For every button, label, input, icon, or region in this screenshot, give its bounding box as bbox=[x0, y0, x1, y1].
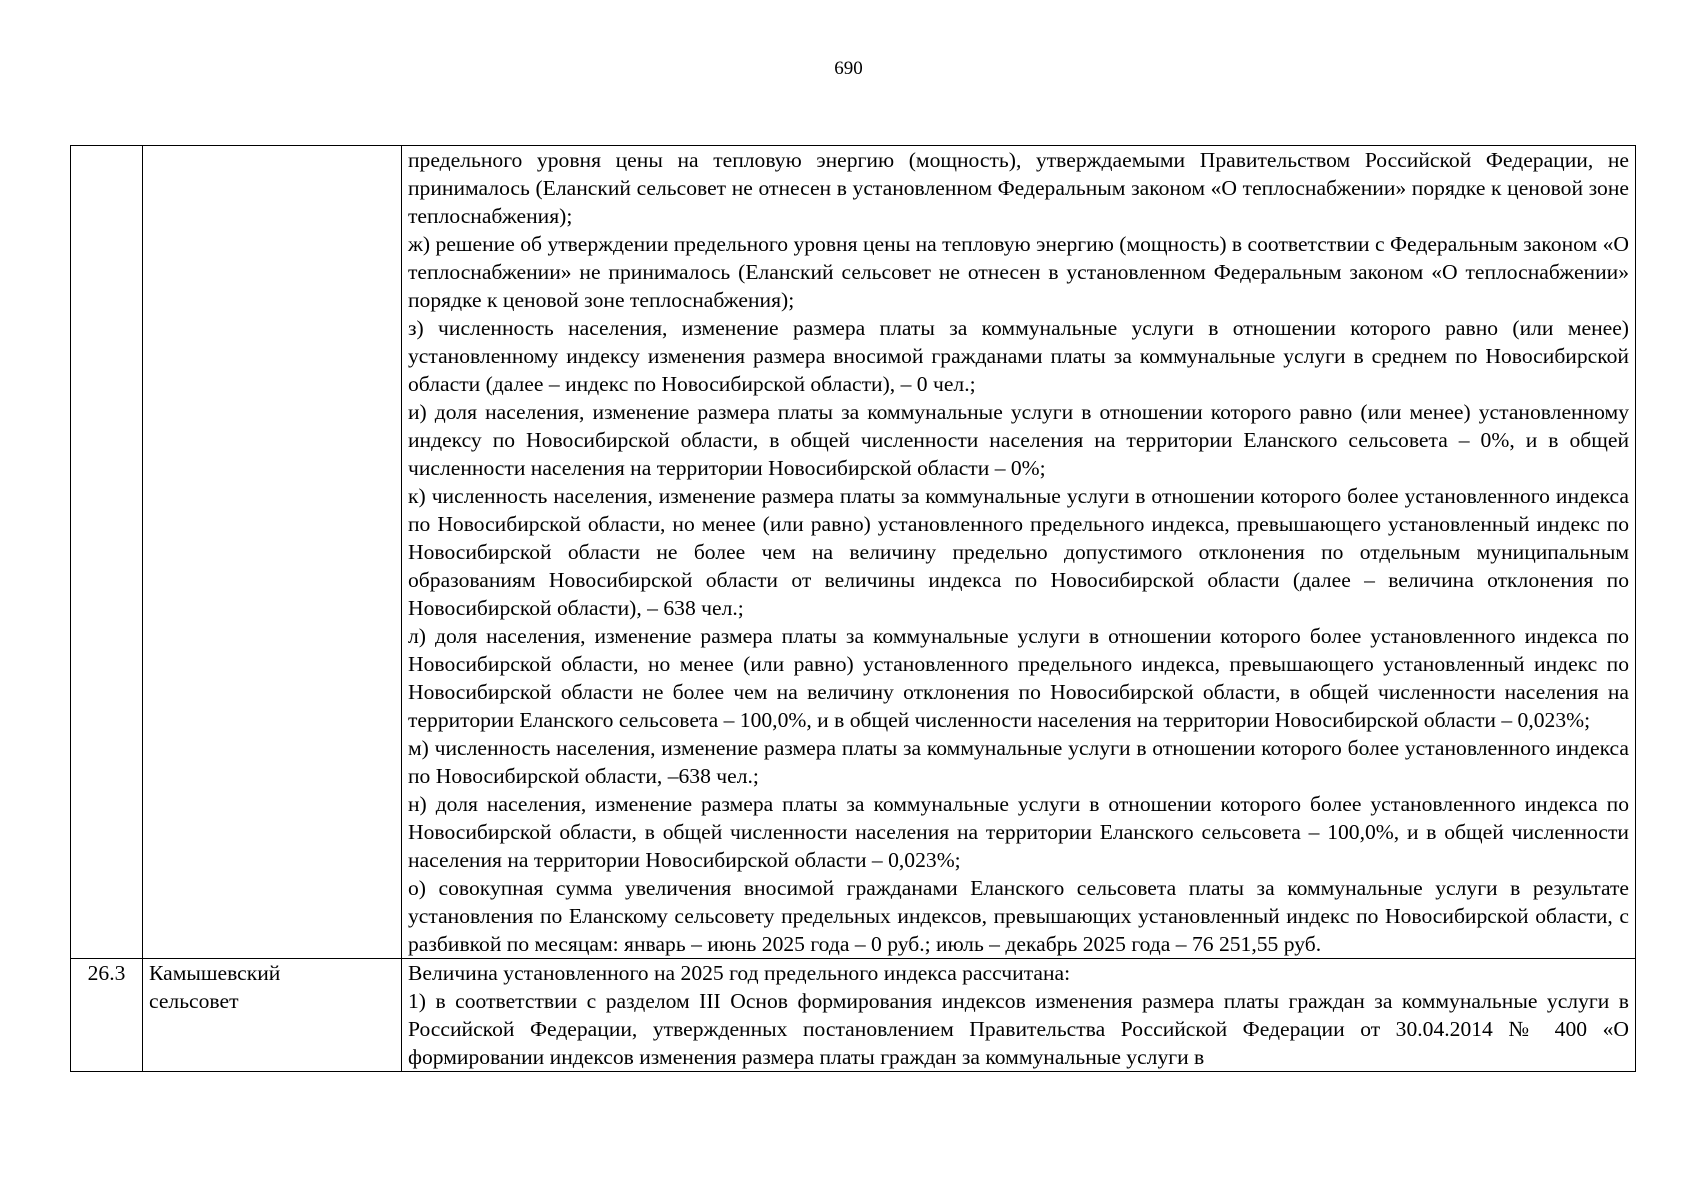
municipality-name-line: сельсовет bbox=[149, 989, 239, 1013]
municipality-name-cell bbox=[143, 959, 402, 1072]
paragraph: о) совокупная сумма увеличения вносимой гражданами Еланского сельсовета платы за коммунальные услуги в результате установления по Еланскому сельсовету предельных индексов, превышающих установленный индекс по Новосибирской области, с разбивкой по месяцам: январь – июнь 2025 года – 0 руб.; июль – декабрь 2025 года – 76 251,55 руб. bbox=[408, 876, 1629, 956]
row-number-cell bbox=[71, 146, 143, 959]
paragraph: Величина установленного на 2025 год предельного индекса рассчитана: bbox=[408, 961, 1071, 985]
paragraph: л) доля населения, изменение размера платы за коммунальные услуги в отношении которого более установленного индекса по Новосибирской области, но менее (или равно) установленного предельного индекса, превышающего установленный индекс по Новосибирской области не более чем на величину отклонения по Новосибирской области, в общей численности населения на территории Еланского сельсовета – 100,0%, и в общей численности населения на территории Новосибирской области – 0,023%; bbox=[408, 624, 1629, 732]
paragraph: предельного уровня цены на тепловую энергию (мощность), утверждаемыми Правительством Российской Федерации, не принималось (Еланский сельсовет не отнесен в установленном Федеральным законом «О теплоснабжении» порядке к ценовой зоне теплоснабжения); bbox=[408, 148, 1629, 228]
paragraph: 1) в соответствии с разделом III Основ формирования индексов изменения размера платы граждан за коммунальные услуги в Российской Федерации, утвержденных постановлением Правительства Российской Федерации от 30.04.2014 № 400 «О формировании индексов изменения размера платы граждан за коммунальные услуги в bbox=[408, 989, 1629, 1069]
page-number: 690 bbox=[834, 58, 863, 79]
row-number-cell: 26.3 bbox=[71, 959, 143, 1072]
description-cell bbox=[402, 146, 1636, 959]
paragraph: н) доля населения, изменение размера платы за коммунальные услуги в отношении которого более установленного индекса по Новосибирской области, в общей численности населения на территории Еланского сельсовета – 100,0%, и в общей численности населения на территории Новосибирской области – 0,023%; bbox=[408, 792, 1629, 872]
paragraph: и) доля населения, изменение размера платы за коммунальные услуги в отношении которого равно (или менее) установленному индексу по Новосибирской области, в общей численности населения на территории Еланского сельсовета – 0%, и в общей численности населения на территории Новосибирской области – 0%; bbox=[408, 400, 1629, 480]
description-cell bbox=[402, 959, 1636, 1072]
document-table bbox=[70, 145, 1636, 1072]
municipality-name-line: Камышевский bbox=[149, 961, 281, 985]
paragraph: м) численность населения, изменение размера платы за коммунальные услуги в отношении которого более установленного индекса по Новосибирской области, –638 чел.; bbox=[408, 736, 1629, 788]
table-row bbox=[71, 146, 1636, 959]
table-row bbox=[71, 959, 1636, 1072]
paragraph: к) численность населения, изменение размера платы за коммунальные услуги в отношении которого более установленного индекса по Новосибирской области, но менее (или равно) установленного предельного индекса, превышающего установленный индекс по Новосибирской области не более чем на величину предельно допустимого отклонения по отдельным муниципальным образованиям Новосибирской области от величины индекса по Новосибирской области (далее – величина отклонения по Новосибирской области), – 638 чел.; bbox=[408, 484, 1629, 620]
paragraph: ж) решение об утверждении предельного уровня цены на тепловую энергию (мощность) в соответствии с Федеральным законом «О теплоснабжении» не принималось (Еланский сельсовет не отнесен в установленном Федеральным законом «О теплоснабжении» порядке к ценовой зоне теплоснабжения); bbox=[408, 232, 1629, 312]
municipality-name-cell bbox=[143, 146, 402, 959]
paragraph: з) численность населения, изменение размера платы за коммунальные услуги в отношении которого равно (или менее) установленному индексу изменения размера вносимой гражданами платы за коммунальные услуги в среднем по Новосибирской области (далее – индекс по Новосибирской области), – 0 чел.; bbox=[408, 316, 1629, 396]
